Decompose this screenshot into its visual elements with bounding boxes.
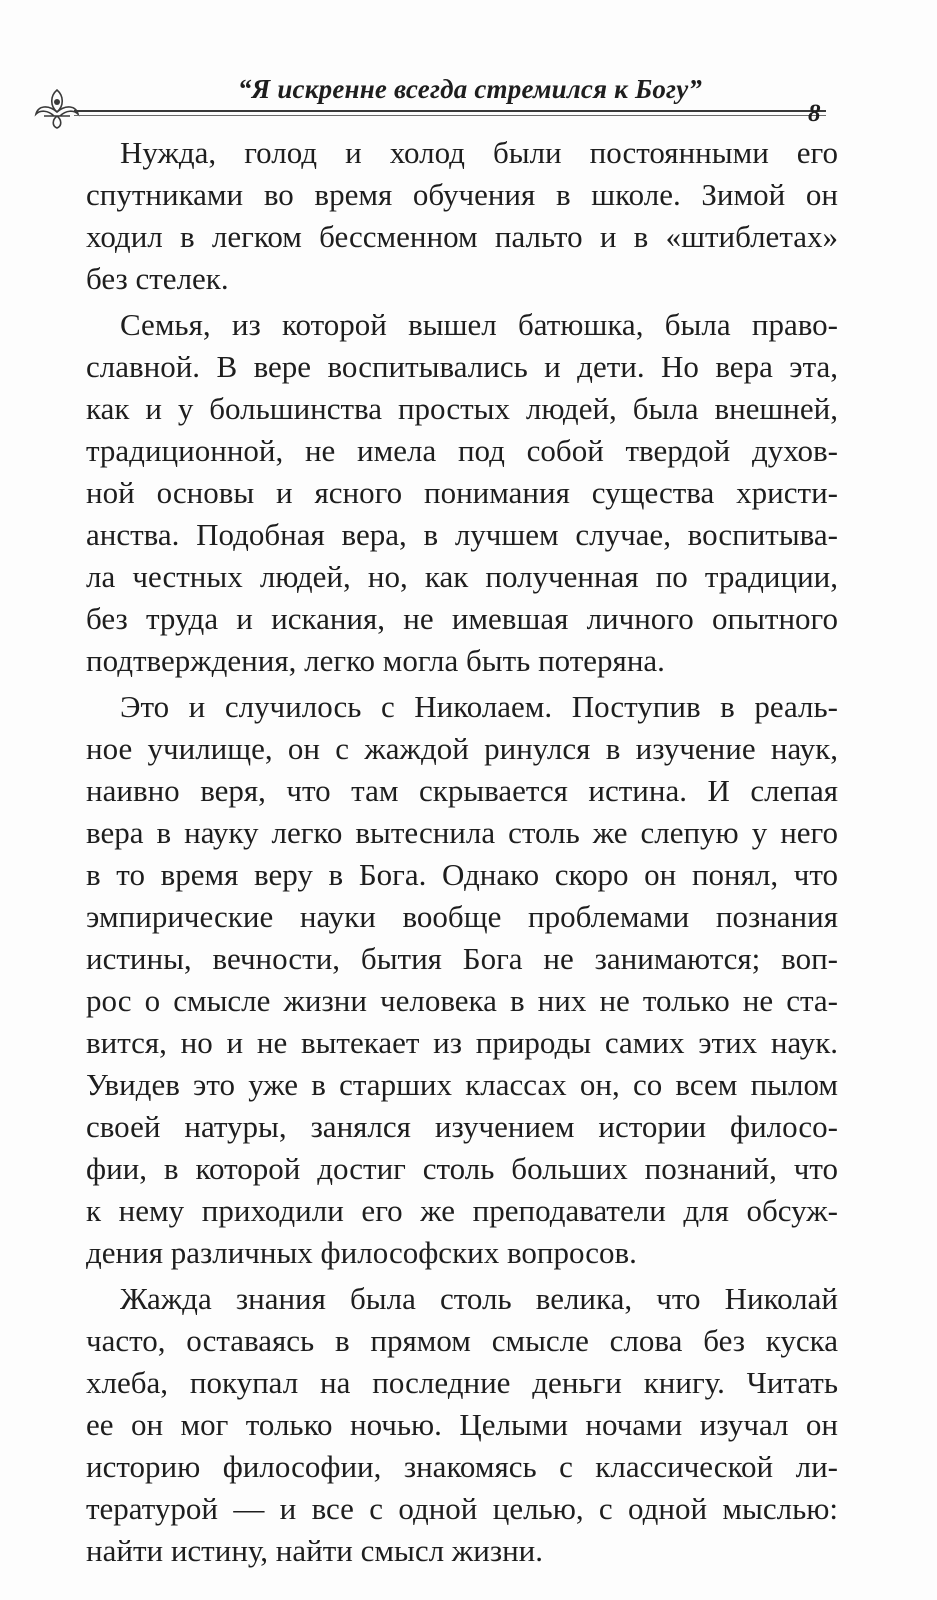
text-line: часто, оставаясь в прямом смысле слова без куска [86,1323,838,1358]
header-rule-thin [74,115,826,116]
text-line: историю философии, знакомясь с классической ли- [86,1449,838,1484]
text-line: Это и случилось с Николаем. Поступив в реаль- [120,689,838,724]
body-text [86,132,838,1572]
text-line: славной. В вере воспитывались и дети. Но вера эта, [86,349,838,384]
text-line: вера в науку легко вытеснила столь же слепую у него [86,815,838,850]
text-line: подтверждения, легко могла быть потеряна. [86,643,665,678]
text-line: своей натуры, занялся изучением истории филосо- [86,1109,838,1144]
text-line: ее он мог только ночью. Целыми ночами изучал он [86,1407,838,1442]
text-line: дения различных философских вопросов. [86,1235,637,1270]
text-line: ходил в легком бессменном пальто и в «штиблетах» [86,219,838,254]
text-line: хлеба, покупал на последние деньги книгу. Читать [86,1365,838,1400]
text-line: ное училище, он с жаждой ринулся в изучение наук, [86,731,838,766]
paragraph [86,132,838,300]
text-line: фии, в которой достиг столь больших познаний, что [86,1151,838,1186]
text-line: ла честных людей, но, как полученная по традиции, [86,559,838,594]
paragraph [86,1278,838,1572]
text-line: без труда и искания, не имевшая личного опытного [86,601,838,636]
text-line: вится, но и не вытекает из природы самих этих наук. [86,1025,838,1060]
text-line: наивно веря, что там скрывается истина. И слепая [86,773,838,808]
paragraph [86,686,838,1274]
text-line: как и у большинства простых людей, была внешней, [86,391,838,426]
text-line: без стелек. [86,261,229,296]
paragraph [86,304,838,682]
text-line: Семья, из которой вышел батюшка, была право- [120,307,838,342]
text-line: Жажда знания была столь велика, что Николай [120,1281,838,1316]
text-line: истины, вечности, бытия Бога не занимаются; воп- [86,941,838,976]
text-line: ной основы и ясного понимания существа христи- [86,475,838,510]
text-line: эмпирические науки вообще проблемами познания [86,899,838,934]
text-line: Увидев это уже в старших классах он, со всем пылом [86,1067,838,1102]
header-rule [74,110,826,112]
running-header-title: “Я искренне всегда стремился к Богу” [237,74,703,104]
fleur-de-lis-ornament [30,86,84,130]
text-line: Нужда, голод и холод были постоянными его [120,135,838,170]
text-line: традиционной, не имела под собой твердой духов- [86,433,838,468]
text-line: в то время веру в Бога. Однако скоро он понял, что [86,857,838,892]
page-number: 8 [808,100,821,127]
text-line: найти истину, найти смысл жизни. [86,1533,543,1568]
text-line: анства. Подобная вера, в лучшем случае, воспитыва- [86,517,838,552]
running-header [30,70,850,130]
text-line: тературой — и все с одной целью, с одной мыслью: [86,1491,838,1526]
text-line: рос о смысле жизни человека в них не только не ста- [86,983,838,1018]
text-line: спутниками во время обучения в школе. Зимой он [86,177,838,212]
text-line: к нему приходили его же преподаватели для обсуж- [86,1193,838,1228]
